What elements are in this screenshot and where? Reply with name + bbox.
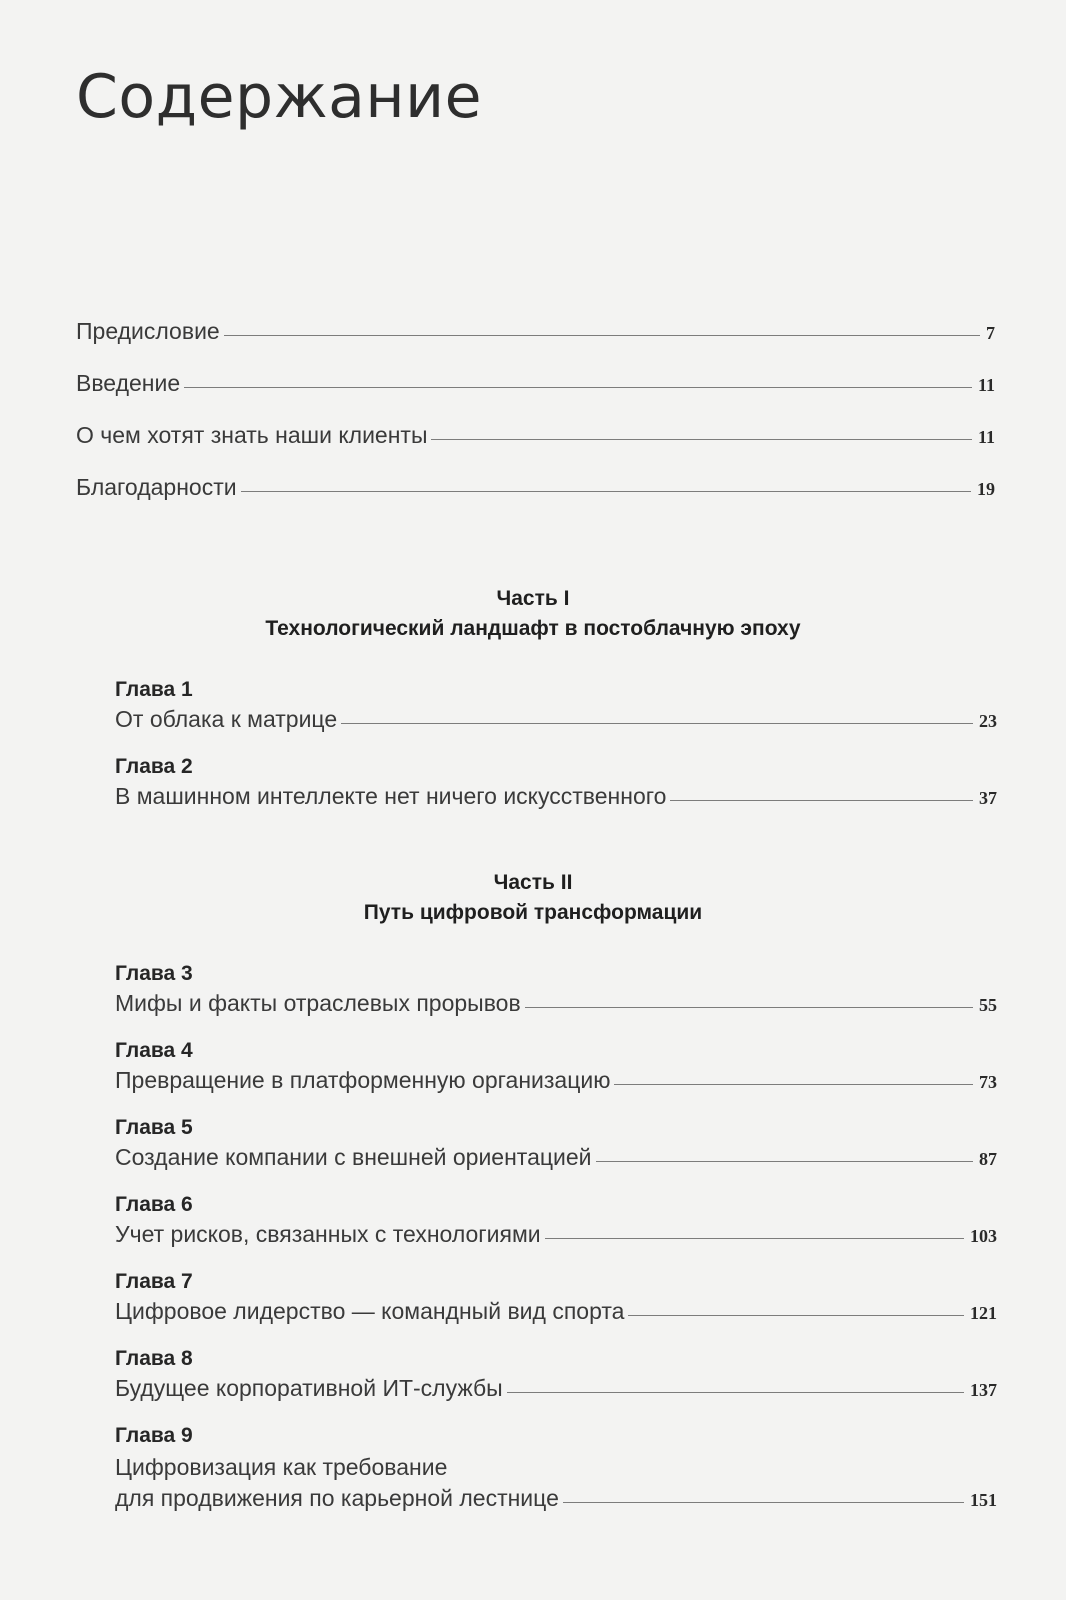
toc-entry-label: Предисловие xyxy=(76,318,220,344)
chapter-heading: Глава 2 xyxy=(115,755,193,778)
chapter-heading: Глава 5 xyxy=(115,1116,193,1139)
toc-entry-chapter-7 xyxy=(115,1298,997,1330)
chapter-heading: Глава 4 xyxy=(115,1039,193,1062)
toc-entry-label: Благодарности xyxy=(76,474,237,500)
toc-entry-introduction xyxy=(76,370,995,402)
dot-leader xyxy=(431,438,972,440)
toc-entry-label: В машинном интеллекте нет ничего искусственного xyxy=(115,783,667,809)
toc-entry-label: Цифровое лидерство — командный вид спорта xyxy=(115,1298,625,1324)
toc-entry-preface xyxy=(76,318,995,350)
toc-page-number: 121 xyxy=(970,1303,997,1323)
toc-entry-label: Превращение в платформенную организацию xyxy=(115,1067,611,1093)
toc-entry-acknowledgements xyxy=(76,474,995,506)
chapter-heading: Глава 1 xyxy=(115,678,193,701)
dot-leader xyxy=(545,1237,964,1239)
toc-entry-label: Будущее корпоративной ИТ-службы xyxy=(115,1375,503,1401)
chapter-heading: Глава 3 xyxy=(115,962,193,985)
dot-leader xyxy=(525,1006,973,1008)
dot-leader xyxy=(507,1391,964,1393)
chapter-heading: Глава 7 xyxy=(115,1270,193,1293)
toc-entry-clients xyxy=(76,422,995,454)
toc-page-number: 73 xyxy=(979,1072,997,1092)
toc-entry-label: Создание компании с внешней ориентацией xyxy=(115,1144,592,1170)
dot-leader xyxy=(563,1501,964,1503)
dot-leader xyxy=(341,722,973,724)
toc-page-number: 137 xyxy=(970,1380,997,1400)
dot-leader xyxy=(596,1160,973,1162)
toc-entry-label: Мифы и факты отраслевых прорывов xyxy=(115,990,521,1016)
toc-entry-label: для продвижения по карьерной лестнице xyxy=(115,1485,559,1511)
toc-entry-label: От облака к матрице xyxy=(115,706,338,732)
dot-leader xyxy=(224,334,980,336)
toc-entry-chapter-2 xyxy=(115,783,997,815)
toc-page-number: 23 xyxy=(979,711,997,731)
chapter-heading: Глава 8 xyxy=(115,1347,193,1370)
part-title: Путь цифровой трансформации xyxy=(363,901,703,924)
toc-page-number: 87 xyxy=(979,1149,997,1169)
toc-entry-chapter-1 xyxy=(115,706,997,738)
toc-page-number: 11 xyxy=(977,427,995,447)
chapter-heading: Глава 9 xyxy=(115,1424,193,1447)
toc-page-number: 103 xyxy=(970,1226,997,1246)
toc-entry-label: Введение xyxy=(76,370,181,396)
part-heading: Часть II xyxy=(493,871,573,894)
toc-page-number: 55 xyxy=(979,995,997,1015)
toc-page-number: 37 xyxy=(979,788,997,808)
part-title: Технологический ландшафт в постоблачную эпоху xyxy=(265,617,801,640)
dot-leader xyxy=(184,386,972,388)
toc-entry-label-line1: Цифровизация как требование xyxy=(115,1454,448,1480)
toc-page-number: 7 xyxy=(986,323,995,343)
toc-entry-label: Учет рисков, связанных с технологиями xyxy=(115,1221,541,1247)
dot-leader xyxy=(670,799,973,801)
toc-page-number: 11 xyxy=(977,375,995,395)
toc-entry-chapter-4 xyxy=(115,1067,997,1099)
toc-entry-chapter-6 xyxy=(115,1221,997,1253)
chapter-heading: Глава 6 xyxy=(115,1193,193,1216)
part-heading: Часть I xyxy=(496,587,570,610)
dot-leader xyxy=(241,490,971,492)
toc-entry-chapter-5 xyxy=(115,1144,997,1176)
toc-page-number: 151 xyxy=(970,1490,997,1510)
toc-entry-chapter-8 xyxy=(115,1375,997,1407)
toc-page-number: 19 xyxy=(977,479,995,499)
toc-entry-chapter-9 xyxy=(115,1485,997,1517)
dot-leader xyxy=(614,1083,973,1085)
toc-entry-chapter-3 xyxy=(115,990,997,1022)
dot-leader xyxy=(628,1314,964,1316)
page-title: Содержание xyxy=(76,62,483,132)
toc-entry-label: О чем хотят знать наши клиенты xyxy=(76,422,428,448)
